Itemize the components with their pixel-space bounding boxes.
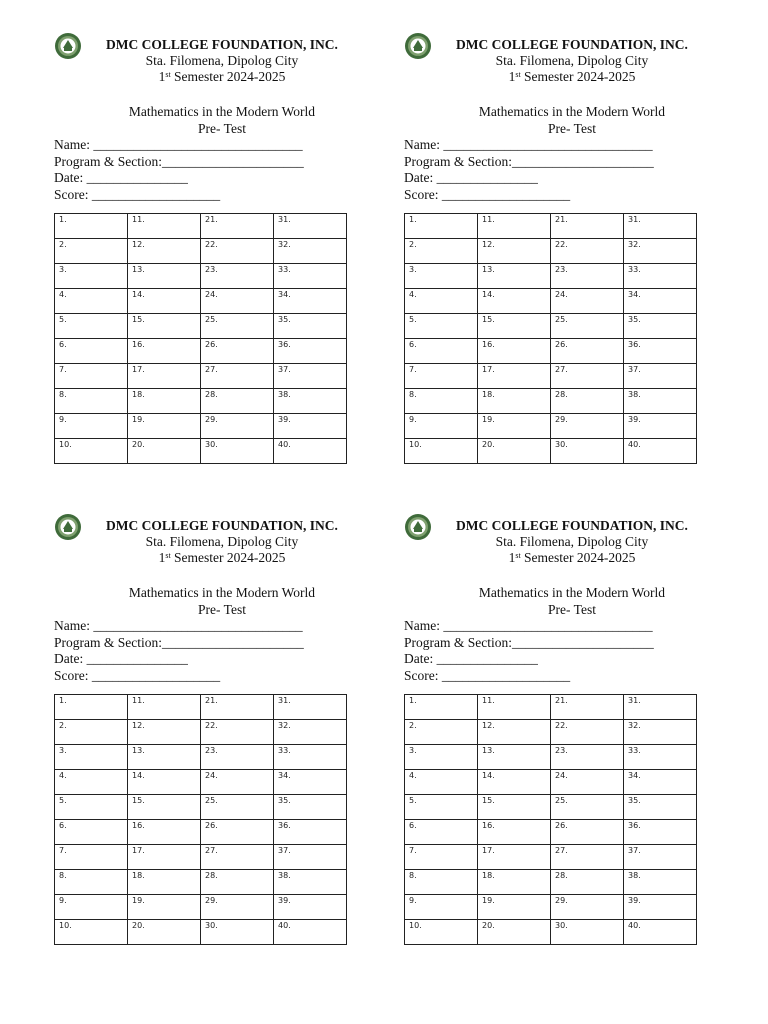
answer-row (55, 414, 347, 439)
answer-cell[interactable]: 24. (201, 289, 274, 314)
institution-address: Sta. Filomena, Dipolog City (145, 53, 299, 68)
answer-cell[interactable]: 37. (624, 364, 697, 389)
answer-cell[interactable]: 15. (128, 314, 201, 339)
answer-cell[interactable]: 18. (128, 389, 201, 414)
answer-row (55, 339, 347, 364)
answer-cell[interactable]: 22. (201, 239, 274, 264)
answer-cell[interactable]: 28. (551, 389, 624, 414)
answer-cell[interactable]: 1. (405, 214, 478, 239)
score-field[interactable]: Score: ___________________ (404, 667, 571, 683)
course-title-block (404, 104, 740, 137)
answer-cell[interactable]: 32. (274, 720, 347, 745)
answer-cell[interactable]: 19. (128, 414, 201, 439)
answer-cell[interactable]: 9. (405, 414, 478, 439)
answer-row (405, 389, 697, 414)
answer-cell[interactable]: 40. (624, 920, 697, 945)
answer-cell[interactable]: 5. (405, 795, 478, 820)
answer-cell[interactable]: 6. (55, 339, 128, 364)
school-header (404, 518, 740, 566)
subject-title: Mathematics in the Modern World (128, 585, 316, 600)
answer-cell[interactable]: 29. (201, 895, 274, 920)
course-title-block (404, 585, 740, 618)
answer-cell[interactable]: 39. (624, 895, 697, 920)
semester-line: 1st Semester 2024-2025 (158, 550, 286, 565)
answer-cell[interactable]: 29. (551, 414, 624, 439)
answer-cell[interactable]: 27. (551, 845, 624, 870)
answer-cell[interactable]: 36. (274, 339, 347, 364)
answer-cell[interactable]: 16. (478, 820, 551, 845)
answer-cell[interactable]: 6. (55, 820, 128, 845)
answer-cell[interactable]: 35. (624, 314, 697, 339)
name-field[interactable]: Name: _______________________________ (404, 137, 653, 152)
answer-cell[interactable]: 40. (624, 439, 697, 464)
answer-cell[interactable]: 6. (405, 820, 478, 845)
answer-cell[interactable]: 24. (551, 289, 624, 314)
answer-cell[interactable]: 17. (128, 845, 201, 870)
answer-cell[interactable]: 38. (624, 870, 697, 895)
date-field[interactable]: Date: _______________ (404, 651, 538, 666)
answer-row (405, 745, 697, 770)
answer-cell[interactable]: 9. (55, 895, 128, 920)
answer-cell[interactable]: 12. (128, 720, 201, 745)
answer-cell[interactable]: 35. (274, 314, 347, 339)
answer-cell[interactable]: 18. (478, 389, 551, 414)
answer-cell[interactable]: 38. (624, 389, 697, 414)
answer-cell[interactable]: 3. (55, 745, 128, 770)
answer-row (405, 364, 697, 389)
answer-cell[interactable]: 32. (624, 239, 697, 264)
answer-row (405, 214, 697, 239)
answer-row (405, 845, 697, 870)
answer-cell[interactable]: 7. (405, 364, 478, 389)
answer-cell[interactable]: 20. (478, 920, 551, 945)
answer-row (405, 870, 697, 895)
answer-cell[interactable]: 6. (405, 339, 478, 364)
answer-row (405, 264, 697, 289)
answer-cell[interactable]: 10. (55, 439, 128, 464)
answer-cell[interactable]: 18. (128, 870, 201, 895)
date-field[interactable]: Date: _______________ (54, 651, 188, 666)
answer-row (55, 364, 347, 389)
answer-cell[interactable]: 24. (201, 770, 274, 795)
semester-line: 1st Semester 2024-2025 (158, 69, 286, 84)
answer-cell[interactable]: 23. (551, 264, 624, 289)
answer-cell[interactable]: 4. (405, 770, 478, 795)
answer-cell[interactable]: 14. (128, 770, 201, 795)
answer-cell[interactable]: 26. (201, 820, 274, 845)
answer-sheet-top-right (404, 32, 704, 472)
answer-cell[interactable]: 25. (201, 314, 274, 339)
answer-cell[interactable]: 23. (201, 264, 274, 289)
answer-row (55, 439, 347, 464)
score-field[interactable]: Score: ___________________ (404, 186, 571, 202)
answer-cell[interactable]: 24. (551, 770, 624, 795)
answer-cell[interactable]: 15. (478, 795, 551, 820)
answer-row (55, 214, 347, 239)
answer-row (55, 770, 347, 795)
answer-cell[interactable]: 3. (55, 264, 128, 289)
answer-cell[interactable]: 2. (55, 239, 128, 264)
answer-cell[interactable]: 8. (405, 870, 478, 895)
subject-title: Mathematics in the Modern World (478, 585, 666, 600)
answer-row (55, 314, 347, 339)
school-header (404, 37, 740, 85)
answer-cell[interactable]: 23. (201, 745, 274, 770)
answer-row (405, 314, 697, 339)
answer-cell[interactable]: 22. (551, 239, 624, 264)
name-field[interactable]: Name: _______________________________ (54, 137, 303, 152)
answer-cell[interactable]: 33. (624, 745, 697, 770)
test-title: Pre- Test (198, 601, 246, 617)
answer-cell[interactable]: 10. (405, 920, 478, 945)
answer-row (55, 389, 347, 414)
answer-cell[interactable]: 25. (551, 795, 624, 820)
school-header (54, 37, 390, 85)
answer-cell[interactable]: 11. (478, 214, 551, 239)
answer-cell[interactable]: 11. (128, 695, 201, 720)
answer-cell[interactable]: 8. (405, 389, 478, 414)
answer-cell[interactable]: 10. (55, 920, 128, 945)
answer-grid (54, 213, 347, 464)
answer-cell[interactable]: 27. (551, 364, 624, 389)
answer-cell[interactable]: 10. (405, 439, 478, 464)
score-field[interactable]: Score: ___________________ (54, 667, 221, 683)
answer-cell[interactable]: 19. (478, 895, 551, 920)
answer-cell[interactable]: 26. (201, 339, 274, 364)
answer-sheet-bottom-right (404, 513, 704, 953)
program-section-field[interactable]: Program & Section:_____________________ (54, 634, 304, 650)
answer-cell[interactable]: 19. (478, 414, 551, 439)
answer-row (405, 695, 697, 720)
answer-row (55, 920, 347, 945)
answer-cell[interactable]: 29. (551, 895, 624, 920)
student-info-fields (404, 137, 704, 203)
answer-cell[interactable]: 15. (478, 314, 551, 339)
answer-row (405, 339, 697, 364)
program-section-field[interactable]: Program & Section:_____________________ (404, 153, 654, 169)
course-title-block (54, 585, 390, 618)
program-section-field[interactable]: Program & Section:_____________________ (54, 153, 304, 169)
answer-cell[interactable]: 33. (624, 264, 697, 289)
answer-cell[interactable]: 12. (128, 239, 201, 264)
answer-cell[interactable]: 21. (201, 214, 274, 239)
answer-cell[interactable]: 28. (551, 870, 624, 895)
date-field[interactable]: Date: _______________ (404, 170, 538, 185)
answer-cell[interactable]: 35. (274, 795, 347, 820)
answer-cell[interactable]: 17. (478, 364, 551, 389)
answer-cell[interactable]: 7. (55, 845, 128, 870)
answer-row (405, 289, 697, 314)
answer-cell[interactable]: 31. (274, 214, 347, 239)
answer-cell[interactable]: 20. (128, 439, 201, 464)
answer-cell[interactable]: 9. (55, 414, 128, 439)
answer-row (55, 720, 347, 745)
answer-grid (404, 694, 697, 945)
institution-address: Sta. Filomena, Dipolog City (145, 534, 299, 549)
answer-cell[interactable]: 35. (624, 795, 697, 820)
subject-title: Mathematics in the Modern World (128, 104, 316, 119)
answer-row (55, 845, 347, 870)
answer-row (55, 264, 347, 289)
answer-cell[interactable]: 20. (128, 920, 201, 945)
program-section-field[interactable]: Program & Section:_____________________ (404, 634, 654, 650)
answer-cell[interactable]: 37. (624, 845, 697, 870)
answer-cell[interactable]: 2. (55, 720, 128, 745)
answer-cell[interactable]: 21. (551, 214, 624, 239)
answer-cell[interactable]: 39. (274, 895, 347, 920)
answer-cell[interactable]: 38. (274, 870, 347, 895)
institution-name: DMC COLLEGE FOUNDATION, INC. (456, 518, 688, 533)
answer-cell[interactable]: 37. (274, 364, 347, 389)
answer-cell[interactable]: 13. (128, 264, 201, 289)
answer-cell[interactable]: 5. (55, 795, 128, 820)
answer-cell[interactable]: 31. (624, 214, 697, 239)
answer-cell[interactable]: 9. (405, 895, 478, 920)
answer-cell[interactable]: 33. (274, 745, 347, 770)
answer-cell[interactable]: 21. (551, 695, 624, 720)
institution-address: Sta. Filomena, Dipolog City (495, 534, 649, 549)
answer-cell[interactable]: 26. (551, 339, 624, 364)
answer-cell[interactable]: 32. (274, 239, 347, 264)
answer-cell[interactable]: 13. (128, 745, 201, 770)
answer-cell[interactable]: 16. (128, 820, 201, 845)
answer-cell[interactable]: 23. (551, 745, 624, 770)
answer-row (405, 795, 697, 820)
answer-row (405, 895, 697, 920)
answer-cell[interactable]: 30. (551, 439, 624, 464)
answer-row (405, 820, 697, 845)
answer-cell[interactable]: 17. (128, 364, 201, 389)
answer-cell[interactable]: 13. (478, 264, 551, 289)
answer-cell[interactable]: 19. (128, 895, 201, 920)
answer-cell[interactable]: 11. (478, 695, 551, 720)
answer-cell[interactable]: 26. (551, 820, 624, 845)
answer-cell[interactable]: 2. (405, 239, 478, 264)
answer-row (405, 439, 697, 464)
answer-cell[interactable]: 34. (274, 289, 347, 314)
answer-cell[interactable]: 29. (201, 414, 274, 439)
answer-cell[interactable]: 8. (55, 389, 128, 414)
answer-sheet-bottom-left (54, 513, 354, 953)
answer-row (55, 239, 347, 264)
answer-cell[interactable]: 25. (201, 795, 274, 820)
answer-cell[interactable]: 15. (128, 795, 201, 820)
answer-cell[interactable]: 33. (274, 264, 347, 289)
answer-cell[interactable]: 1. (55, 214, 128, 239)
student-info-fields (54, 137, 354, 203)
answer-cell[interactable]: 11. (128, 214, 201, 239)
answer-row (405, 720, 697, 745)
answer-grid (54, 694, 347, 945)
answer-cell[interactable]: 30. (201, 920, 274, 945)
answer-cell[interactable]: 7. (55, 364, 128, 389)
answer-cell[interactable]: 34. (624, 770, 697, 795)
answer-cell[interactable]: 8. (55, 870, 128, 895)
institution-name: DMC COLLEGE FOUNDATION, INC. (106, 37, 338, 52)
answer-cell[interactable]: 17. (478, 845, 551, 870)
answer-cell[interactable]: 28. (201, 870, 274, 895)
answer-cell[interactable]: 3. (405, 745, 478, 770)
answer-cell[interactable]: 34. (624, 289, 697, 314)
answer-cell[interactable]: 1. (405, 695, 478, 720)
answer-cell[interactable]: 22. (551, 720, 624, 745)
answer-cell[interactable]: 39. (274, 414, 347, 439)
answer-cell[interactable]: 12. (478, 720, 551, 745)
semester-line: 1st Semester 2024-2025 (508, 550, 636, 565)
subject-title: Mathematics in the Modern World (478, 104, 666, 119)
test-title: Pre- Test (548, 120, 596, 136)
score-field[interactable]: Score: ___________________ (54, 186, 221, 202)
answer-row (55, 695, 347, 720)
answer-cell[interactable]: 4. (55, 289, 128, 314)
institution-name: DMC COLLEGE FOUNDATION, INC. (456, 37, 688, 52)
answer-cell[interactable]: 5. (405, 314, 478, 339)
answer-row (55, 895, 347, 920)
answer-cell[interactable]: 4. (405, 289, 478, 314)
answer-row (55, 870, 347, 895)
answer-cell[interactable]: 31. (624, 695, 697, 720)
answer-cell[interactable]: 36. (624, 339, 697, 364)
institution-name: DMC COLLEGE FOUNDATION, INC. (106, 518, 338, 533)
answer-cell[interactable]: 7. (405, 845, 478, 870)
name-field[interactable]: Name: _______________________________ (404, 618, 653, 633)
answer-cell[interactable]: 5. (55, 314, 128, 339)
answer-cell[interactable]: 18. (478, 870, 551, 895)
answer-cell[interactable]: 30. (551, 920, 624, 945)
course-title-block (54, 104, 390, 137)
name-field[interactable]: Name: _______________________________ (54, 618, 303, 633)
answer-cell[interactable]: 31. (274, 695, 347, 720)
answer-cell[interactable]: 14. (478, 770, 551, 795)
answer-cell[interactable]: 14. (478, 289, 551, 314)
answer-cell[interactable]: 37. (274, 845, 347, 870)
semester-line: 1st Semester 2024-2025 (508, 69, 636, 84)
answer-cell[interactable]: 28. (201, 389, 274, 414)
answer-sheet-top-left (54, 32, 354, 472)
answer-cell[interactable]: 16. (128, 339, 201, 364)
answer-cell[interactable]: 14. (128, 289, 201, 314)
answer-row (405, 414, 697, 439)
answer-cell[interactable]: 40. (274, 920, 347, 945)
answer-cell[interactable]: 34. (274, 770, 347, 795)
answer-cell[interactable]: 20. (478, 439, 551, 464)
date-field[interactable]: Date: _______________ (54, 170, 188, 185)
student-info-fields (404, 618, 704, 684)
institution-address: Sta. Filomena, Dipolog City (495, 53, 649, 68)
answer-cell[interactable]: 21. (201, 695, 274, 720)
answer-row (55, 745, 347, 770)
answer-cell[interactable]: 39. (624, 414, 697, 439)
answer-row (405, 239, 697, 264)
school-header (54, 518, 390, 566)
answer-cell[interactable]: 40. (274, 439, 347, 464)
answer-cell[interactable]: 36. (624, 820, 697, 845)
test-title: Pre- Test (198, 120, 246, 136)
answer-row (55, 289, 347, 314)
answer-cell[interactable]: 1. (55, 695, 128, 720)
answer-cell[interactable]: 25. (551, 314, 624, 339)
student-info-fields (54, 618, 354, 684)
answer-grid (404, 213, 697, 464)
answer-cell[interactable]: 4. (55, 770, 128, 795)
answer-cell[interactable]: 3. (405, 264, 478, 289)
answer-cell[interactable]: 12. (478, 239, 551, 264)
answer-row (55, 795, 347, 820)
answer-cell[interactable]: 13. (478, 745, 551, 770)
answer-cell[interactable]: 2. (405, 720, 478, 745)
answer-cell[interactable]: 38. (274, 389, 347, 414)
test-title: Pre- Test (548, 601, 596, 617)
answer-cell[interactable]: 22. (201, 720, 274, 745)
answer-cell[interactable]: 27. (201, 845, 274, 870)
answer-cell[interactable]: 30. (201, 439, 274, 464)
answer-cell[interactable]: 27. (201, 364, 274, 389)
answer-row (55, 820, 347, 845)
answer-cell[interactable]: 36. (274, 820, 347, 845)
answer-row (405, 770, 697, 795)
answer-cell[interactable]: 16. (478, 339, 551, 364)
answer-row (405, 920, 697, 945)
answer-cell[interactable]: 32. (624, 720, 697, 745)
